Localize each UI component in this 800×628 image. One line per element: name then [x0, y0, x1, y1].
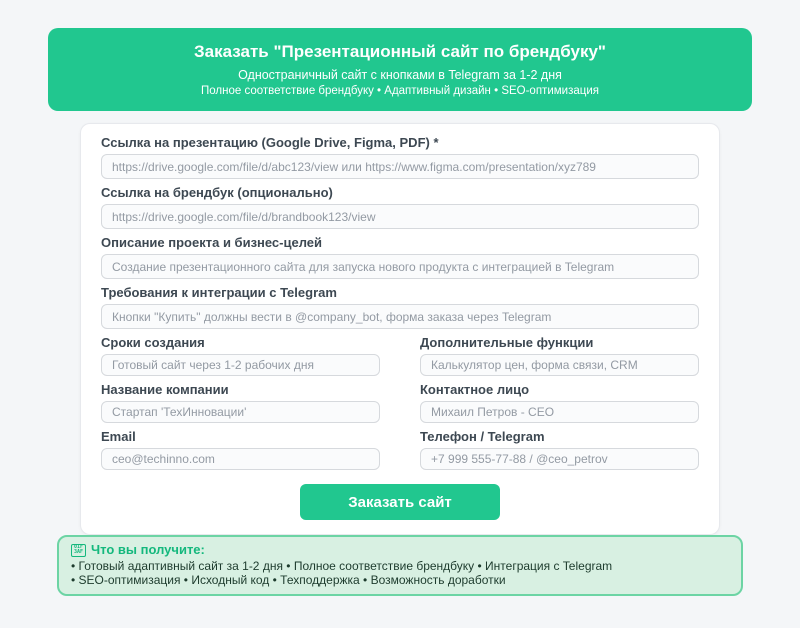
header-features-line: Полное соответствие брендбуку • Адаптивный дизайн • SEO-оптимизация: [201, 85, 599, 97]
benefits-line-1: • Готовый адаптивный сайт за 1-2 дня • Полное соответствие брендбуку • Интеграция с Telegram: [71, 559, 613, 573]
order-form-card: [80, 123, 720, 535]
benefits-title-row: [71, 543, 729, 557]
phone-telegram-label: Телефон / Telegram: [420, 429, 545, 444]
brandbook-link-input[interactable]: [101, 204, 699, 229]
phone-telegram-field-group: [420, 423, 699, 470]
header-subtitle: Одностраничный сайт с кнопками в Telegram за 1-2 дня: [238, 68, 562, 82]
presentation-link-label: Ссылка на презентацию (Google Drive, Figma, PDF) *: [101, 135, 439, 150]
company-name-input[interactable]: [101, 401, 380, 423]
timeline-label: Сроки создания: [101, 335, 205, 350]
extra-features-input[interactable]: [420, 354, 699, 376]
timeline-input[interactable]: [101, 354, 380, 376]
contact-person-label: Контактное лицо: [420, 382, 530, 397]
extra-features-field-group: [420, 329, 699, 376]
project-description-label: Описание проекта и бизнес-целей: [101, 235, 323, 250]
email-input[interactable]: [101, 448, 380, 470]
page-title: Заказать "Презентационный сайт по брендбуку": [194, 42, 606, 61]
benefits-title: Что вы получите:: [91, 542, 205, 557]
form-grid: [101, 329, 699, 470]
timeline-field-group: [101, 329, 380, 376]
telegram-requirements-input[interactable]: [101, 304, 699, 329]
company-name-field-group: [101, 376, 380, 423]
email-label: Email: [101, 429, 136, 444]
benefits-line-2: • SEO-оптимизация • Исходный код • Техподдержка • Возможность доработки: [71, 573, 506, 587]
telegram-requirements-label: Требования к интеграции с Telegram: [101, 285, 337, 300]
target-emoji-tofu-icon: 01F 3AF: [71, 544, 86, 557]
brandbook-link-label: Ссылка на брендбук (опционально): [101, 185, 333, 200]
benefits-box: [57, 535, 743, 596]
phone-telegram-input[interactable]: [420, 448, 699, 470]
submit-order-button[interactable]: Заказать сайт: [300, 484, 500, 520]
presentation-link-input[interactable]: [101, 154, 699, 179]
company-name-label: Название компании: [101, 382, 229, 397]
extra-features-label: Дополнительные функции: [420, 335, 594, 350]
contact-person-input[interactable]: [420, 401, 699, 423]
header-banner: [48, 28, 752, 111]
project-description-input[interactable]: [101, 254, 699, 279]
contact-person-field-group: [420, 376, 699, 423]
email-field-group: [101, 423, 380, 470]
